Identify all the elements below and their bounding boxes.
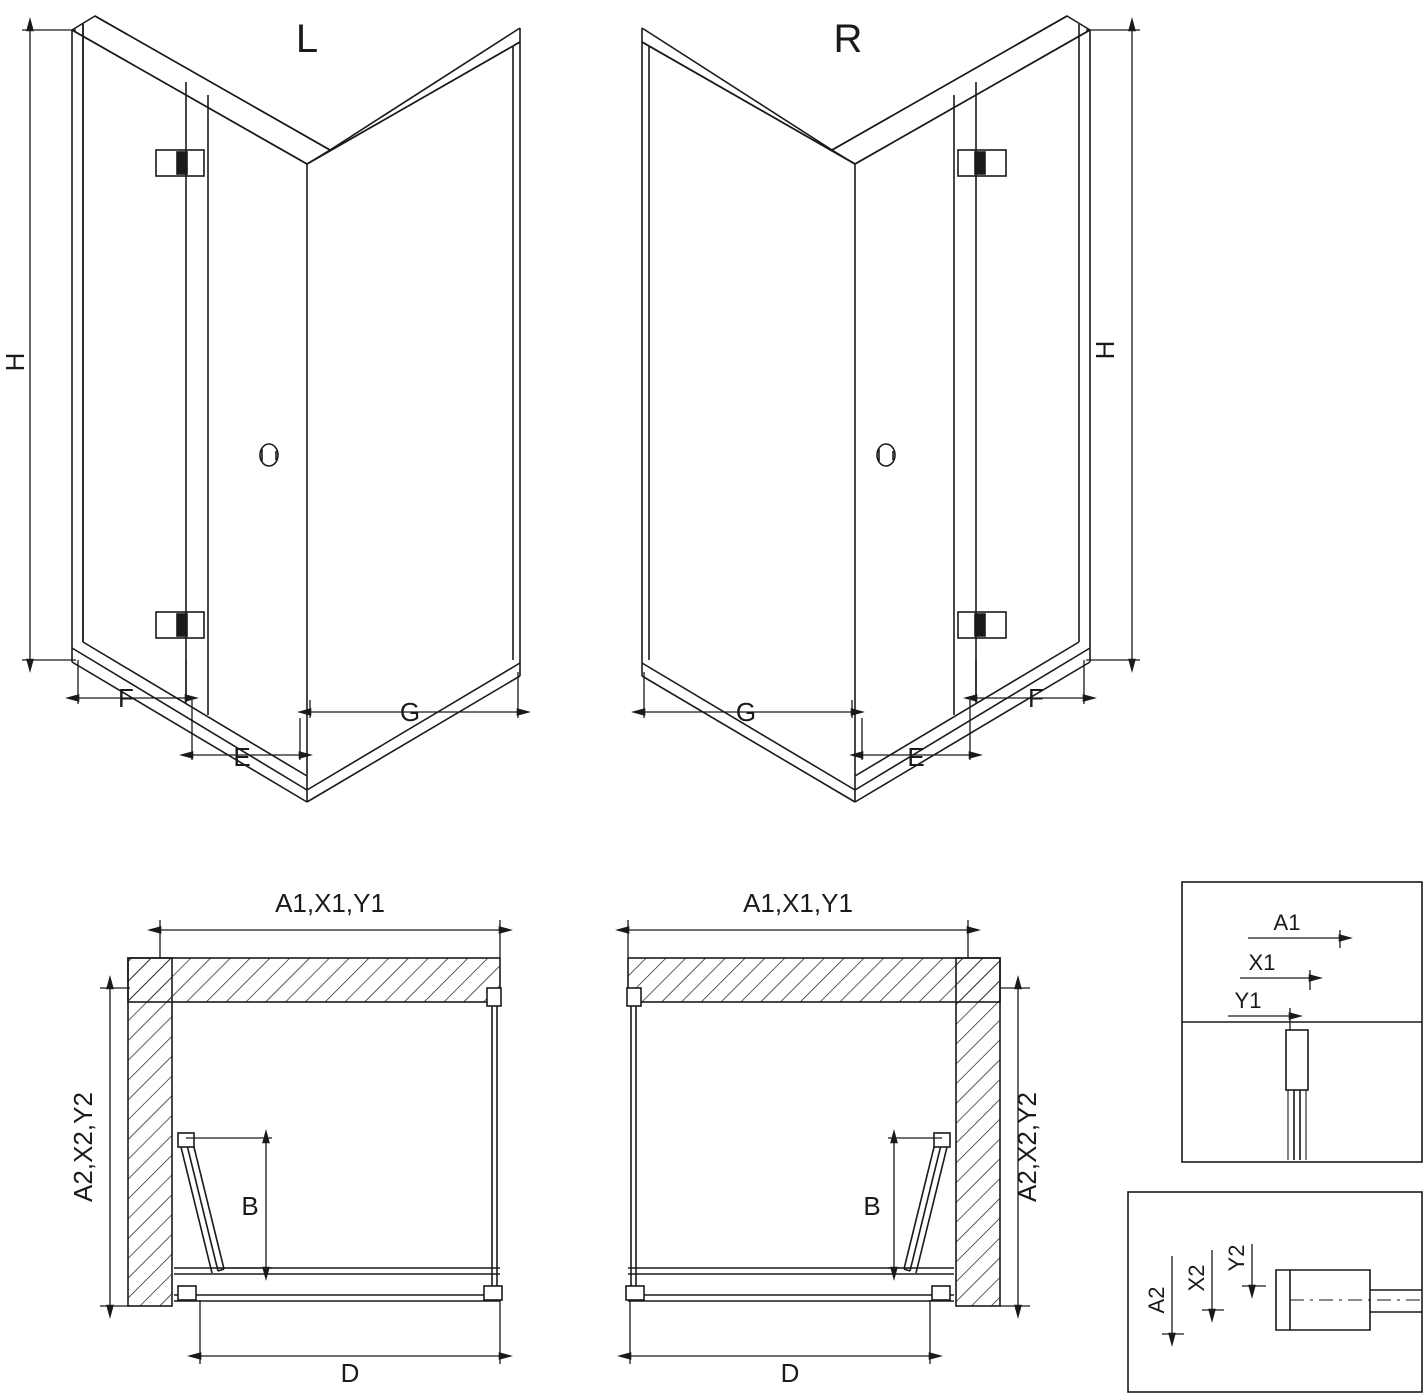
dim-label-a1x1y1-left: A1,X1,Y1 <box>275 888 385 918</box>
dim-label-g-right: G <box>735 697 757 727</box>
detail-label-x2: X2 <box>1184 1264 1209 1292</box>
dim-label-h-left: H <box>0 352 30 372</box>
dim-label-a2x2y2-right: A2,X2,Y2 <box>1012 1092 1042 1202</box>
dim-label-d-right: D <box>780 1358 800 1388</box>
dim-label-b-right: B <box>863 1191 881 1221</box>
dim-label-f-left: F <box>118 683 134 713</box>
dim-label-a2x2y2-left: A2,X2,Y2 <box>68 1092 98 1202</box>
dim-label-e-right: E <box>907 742 925 772</box>
detail-view-bottom <box>1128 1192 1422 1392</box>
detail-view-top <box>1182 882 1422 1162</box>
detail-label-y1: Y1 <box>1234 988 1262 1013</box>
dim-label-f-right: F <box>1028 683 1044 713</box>
dim-label-h-right: H <box>1090 340 1120 360</box>
dim-label-g-left: G <box>399 697 421 727</box>
detail-label-a1: A1 <box>1273 910 1301 935</box>
detail-label-y2: Y2 <box>1224 1244 1249 1272</box>
detail-label-x1: X1 <box>1248 950 1276 975</box>
dim-label-e-left: E <box>233 742 251 772</box>
dim-label-a1x1y1-right: A1,X1,Y1 <box>743 888 853 918</box>
dim-label-b-left: B <box>241 1191 259 1221</box>
dim-label-d-left: D <box>340 1358 360 1388</box>
view-label-l: L <box>295 17 319 61</box>
detail-label-a2: A2 <box>1144 1286 1169 1314</box>
view-label-r: R <box>833 17 863 61</box>
